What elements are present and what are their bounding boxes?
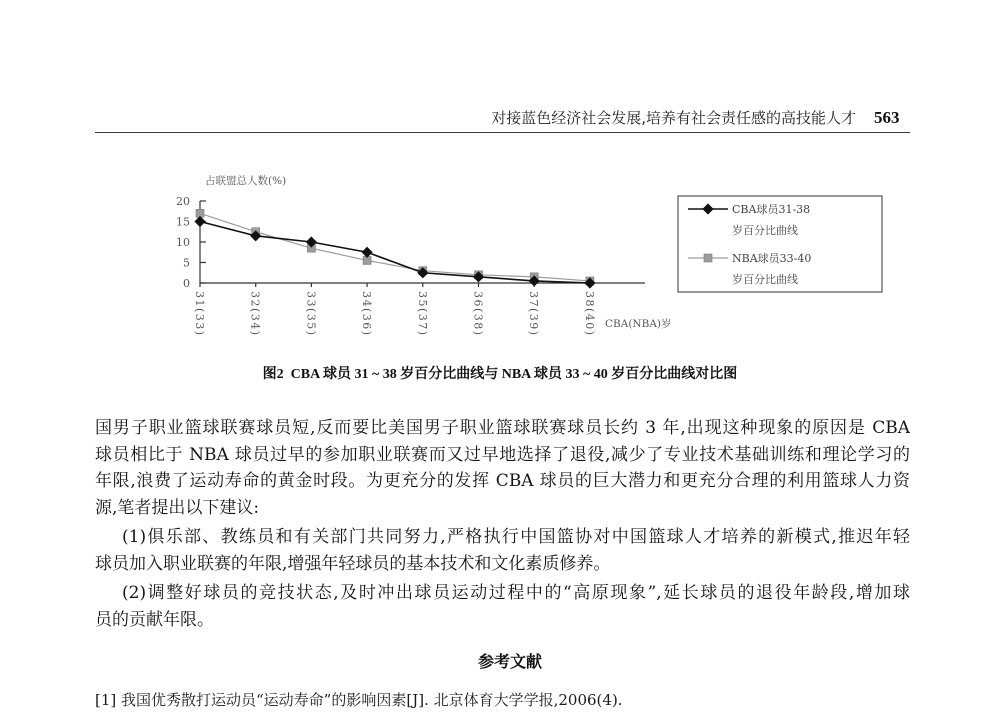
paragraph-line: (1)俱乐部、教练员和有关部门共同努力,严格执行中国篮协对中国篮球人才培养的新模式,推迟年轻 (122, 527, 910, 547)
cba-data-point (195, 217, 205, 227)
x-tick-label: 32(34) (248, 291, 262, 337)
legend-marker-nba (704, 254, 712, 262)
y-tick-label: 0 (183, 277, 190, 290)
legend-label-nba: NBA球员33-40 (732, 252, 812, 265)
nba-series-line (200, 213, 590, 281)
y-axis-title: 占联盟总人数(%) (205, 175, 287, 187)
paragraph-line: 球员相比于 NBA 球员过早的参加职业联赛而又过早地选择了退役,减少了专业技术基础训练和理论学习的 (95, 444, 910, 465)
running-title: 对接蓝色经济社会发展,培养有社会责任感的高技能人才 (491, 109, 856, 127)
figure-caption: 图2 CBA 球员 31 ~ 38 岁百分比曲线与 NBA 球员 33 ~ 40 岁百分比曲线对比图 (262, 367, 738, 382)
paragraph-line: 年限,浪费了运动寿命的黄金时段。为更充分的发挥 CBA 球员的巨大潜力和更充分合理的利用篮球人力资 (95, 471, 910, 492)
y-tick-label: 20 (176, 195, 190, 208)
reference-item: [1] 我国优秀散打运动员“运动寿命”的影响因素[J]. 北京体育大学学报,2006(4). (95, 691, 623, 709)
paragraph-line: 源,笔者提出以下建议: (95, 498, 260, 519)
figure-2-chart (150, 160, 910, 350)
references-heading: 参考文献 (477, 652, 542, 671)
x-tick-label: 33(35) (304, 291, 318, 337)
paragraph-line: 国男子职业篮球联赛球员短,反而要比美国男子职业篮球联赛球员长约 3 年,出现这种现象的原因是 CBA (95, 418, 910, 438)
x-axis-title: CBA(NBA)岁 (605, 318, 672, 330)
y-tick-label: 5 (183, 256, 190, 270)
header-rule (95, 132, 910, 133)
legend-label-cba: 岁百分比曲线 (732, 224, 798, 237)
legend-label-cba: CBA球员31-38 (732, 203, 811, 216)
paragraph-suggestion-1 (95, 524, 910, 577)
x-tick-label: 37(39) (527, 291, 541, 337)
y-tick-label: 10 (176, 236, 190, 249)
paragraph-line: 员的贡献年限。 (95, 609, 214, 630)
x-tick-label: 36(38) (471, 291, 485, 337)
x-tick-label: 35(37) (415, 291, 429, 337)
paragraph-suggestion-2 (95, 580, 910, 633)
cba-data-point (362, 247, 372, 257)
paragraph-line: 球员加入职业联赛的年限,增强年轻球员的基本技术和文化素质修养。 (95, 553, 611, 574)
y-tick-label: 15 (176, 215, 190, 229)
page-number: 563 (874, 108, 900, 127)
paragraph-line: (2)调整好球员的竞技状态,及时冲出球员运动过程中的“高原现象”,延长球员的退役年龄段,增加球 (122, 583, 910, 603)
paragraph (95, 415, 910, 522)
x-tick-label: 31(33) (193, 291, 206, 337)
x-tick-label: 34(36) (360, 291, 374, 337)
x-tick-label: 38(40) (582, 291, 596, 337)
legend-label-nba: 岁百分比曲线 (732, 273, 798, 286)
